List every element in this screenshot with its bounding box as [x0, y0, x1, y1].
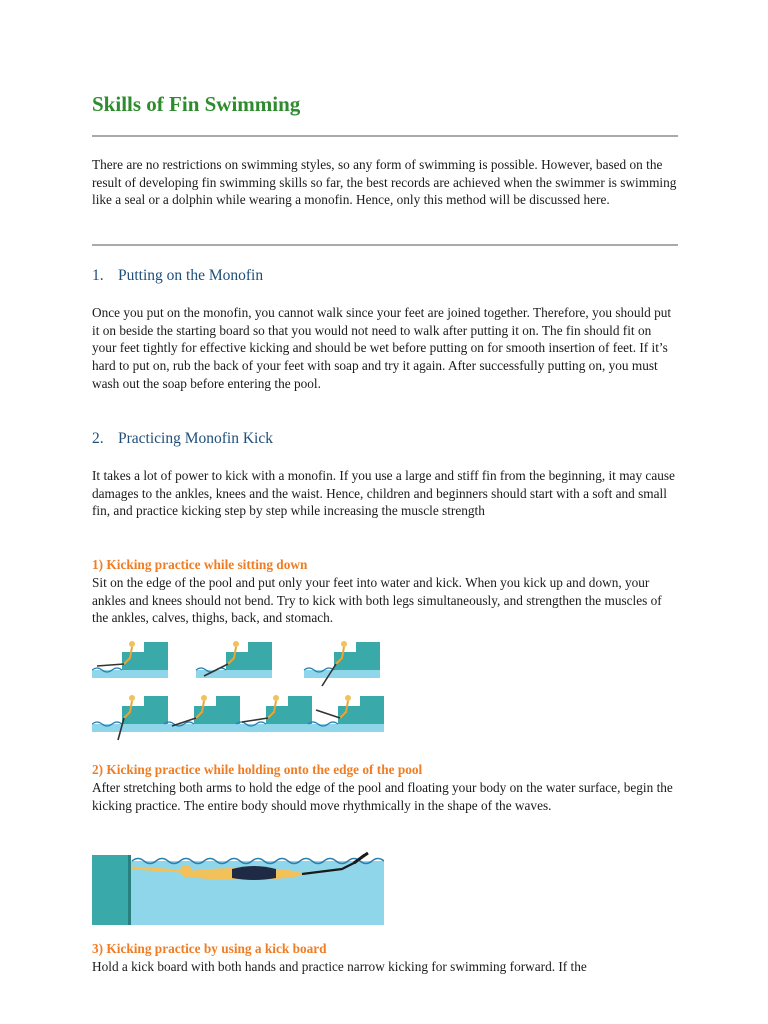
subheading-kick-board: 3) Kicking practice by using a kick board: [92, 941, 327, 956]
subsection-paragraph: Sit on the edge of the pool and put only your feet into water and kick. When you kick up and down, your ankles and knees should not bend. Try to kick with both legs simultaneously, and strengthen the muscles of the ankles, calves, thighs, back, and stomach.: [92, 575, 662, 626]
subsection-paragraph: Hold a kick board with both hands and practice narrow kicking for swimming forward. If the: [92, 959, 587, 974]
figure-panel: [92, 641, 168, 678]
subheading-holding-edge: 2) Kicking practice while holding onto the edge of the pool: [92, 762, 423, 777]
figure-panel: [308, 695, 384, 732]
section-title: Practicing Monofin Kick: [118, 430, 273, 447]
section-paragraph: It takes a lot of power to kick with a monofin. If you use a large and stiff fin from the beginning, it may cause damages to the ankles, knees and the waist. Hence, children and beginners should start with a soft and small fin, and practice kicking step by step while increasing the muscle strength: [92, 468, 675, 519]
section-heading-putting-on: [92, 267, 263, 285]
divider: [92, 135, 678, 137]
figure-panel: [236, 695, 312, 732]
intro-paragraph: There are no restrictions on swimming styles, so any form of swimming is possible. However, based on the result of developing fin swimming skills so far, the best records are achieved when the swimmer is swimming like a seal or a dolphin while wearing a monofin. Hence, only this method will be discussed here.: [92, 157, 677, 208]
subheading-sitting: 1) Kicking practice while sitting down: [92, 557, 308, 572]
section-number: 2.: [92, 430, 104, 447]
section-number: 1.: [92, 267, 104, 284]
page-title: Skills of Fin Swimming: [92, 92, 301, 116]
figure-panel: [164, 695, 240, 732]
divider: [92, 244, 678, 246]
section-paragraph: Once you put on the monofin, you cannot walk since your feet are joined together. Therefore, you should put it on beside the starting board so that you would not need to walk after putting it on. The fin should fit on your feet tightly for effective kicking and should be wet before putting on for smooth insertion of feet. If it’s hard to put on, rub the back of your feet with soap and try it again. After successfully putting on, you must wash out the soap before entering the pool.: [92, 305, 672, 391]
section-heading-kick: [92, 430, 273, 448]
sitting-kick-illustration: [92, 640, 384, 744]
holding-edge-illustration: [92, 845, 384, 925]
section-title: Putting on the Monofin: [118, 267, 264, 284]
subsection-paragraph: After stretching both arms to hold the edge of the pool and floating your body on the water surface, begin the kicking practice. The entire body should move rhythmically in the shape of the waves.: [92, 780, 673, 813]
figure-panel: [92, 695, 168, 740]
figure-panel: [196, 641, 272, 678]
figure-panel: [304, 641, 380, 686]
